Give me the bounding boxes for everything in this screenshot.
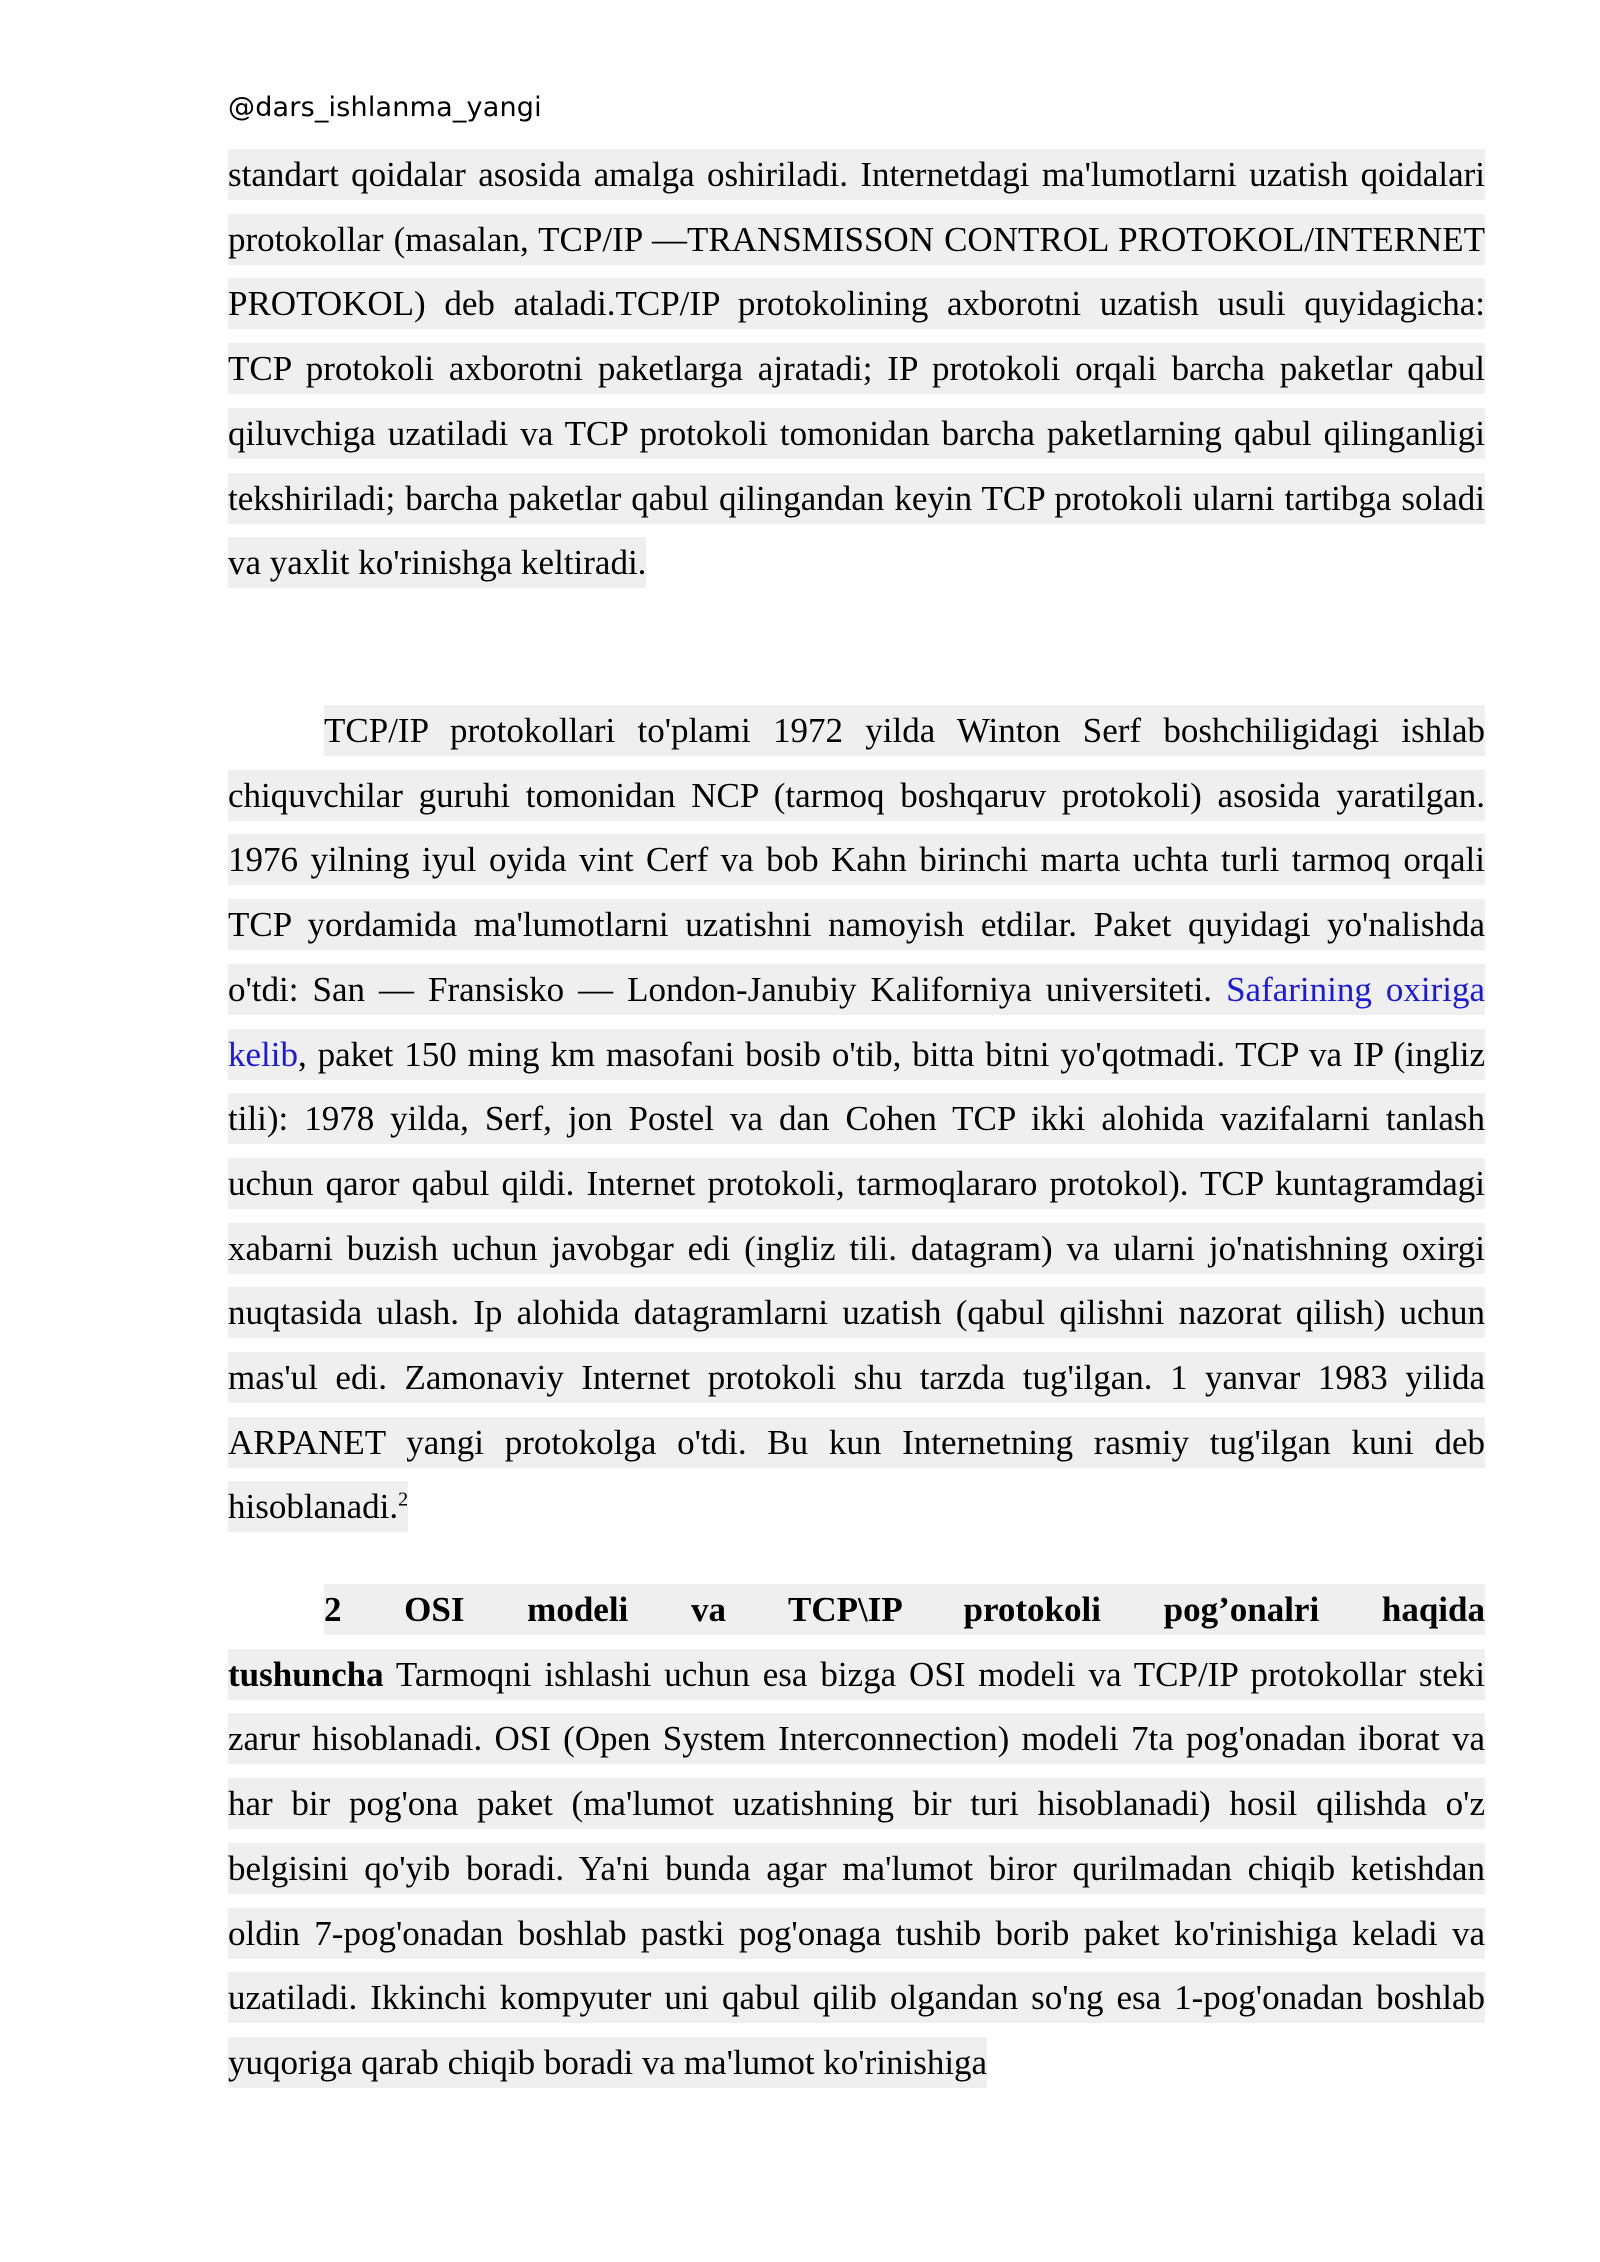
page-header-handle: @dars_ishlanma_yangi — [228, 92, 542, 123]
footnote-reference[interactable]: 2 — [398, 1488, 409, 1511]
section-heading: 2 OSI modeli va TCP\IP protokoli pog’onalri haqida tushuncha — [228, 1590, 1485, 1694]
paragraph-text-after-link: , paket 150 ming km masofani bosib o'tib, bitta bitni yo'qotmadi. TCP va IP (ingliz tili): 1978 yilda, Serf, jon Postel va dan Cohen TCP ikki alohida vazifalarni tanlash uchun qaror qabul qildi. Internet protokoli, tarmoqlararo protokol). TCP kuntagramdagi xabarni buzish uchun javobgar edi (ingliz tili. datagram) va ularni jo'natishning oxirgi nuqtasida ulash. Ip alohida datagramlarni uzatish (qabul qilishni nazorat qilish) uchun mas'ul edi. Zamonaviy Internet protokoli shu tarzda tug'ilgan. 1 yanvar 1983 yilida ARPANET yangi protokolga o'tdi. Bu kun Internetning rasmiy tug'ilgan kuni deb hisoblanadi. — [228, 1034, 1485, 1527]
paragraph-text: standart qoidalar asosida amalga oshiriladi. Internetdagi ma'lumotlarni uzatish qoidalari protokollar (masalan, TCP/IP —TRANSMISSON CONTROL PROTOKOL/INTERNET PROTOKOL) deb ataladi.TCP/IP protokolining axborotni uzatish usuli quyidagicha: TCP protokoli axborotni paketlarga ajratadi; IP protokoli orqali barcha paketlar qabul qiluvchiga uzatiladi va TCP protokoli tomonidan barcha paketlarning qabul qilinganligi tekshiriladi; barcha paketlar qabul qilingandan keyin TCP protokoli ularni tartibga soladi va yaxlit ko'rinishga keltiradi. — [228, 149, 1485, 588]
paragraph-text-before-link: TCP/IP protokollari to'plami 1972 yilda Winton Serf boshchiligidagi ishlab chiquvchilar guruhi tomonidan NCP (tarmoq boshqaruv protokoli) asosida yaratilgan. 1976 yilning iyul oyida vint Cerf va bob Kahn birinchi marta uchta turli tarmoq orqali TCP yordamida ma'lumotlarni uzatishni namoyish etdilar. Paket quyidagi yo'nalishda o'tdi: San — Fransisko — London-Janubiy Kaliforniya universiteti. — [228, 711, 1485, 1009]
paragraph-text: Tarmoqni ishlashi uchun esa bizga OSI modeli va TCP/IP protokollar steki zarur hisoblanadi. OSI (Open System Interconnection) modeli 7ta pog'onadan iborat va har bir pog'ona paket (ma'lumot uzatishning bir turi hisoblanadi) hosil qilishda o'z belgisini qo'yib boradi. Ya'ni bunda agar ma'lumot biror qurilmadan chiqib ketishdan oldin 7-pog'onadan boshlab pastki pog'onaga tushib borib paket ko'rinishiga keladi va uzatiladi. Ikkinchi kompyuter uni qabul qilib olgandan so'ng esa 1-pog'onadan boshlab yuqoriga qarab chiqib boradi va ma'lumot ko'rinishiga — [228, 1654, 1485, 2082]
safarining-link[interactable]: Safarining oxiriga kelib — [228, 969, 1485, 1074]
paragraph-tcp-ip-history — [228, 699, 1485, 1540]
paragraph-history-container — [228, 705, 1485, 1532]
paragraph-tcp-ip-intro — [228, 143, 1485, 596]
paragraph-osi-container — [228, 1584, 1485, 2088]
paragraph-osi-model — [228, 1578, 1485, 2096]
